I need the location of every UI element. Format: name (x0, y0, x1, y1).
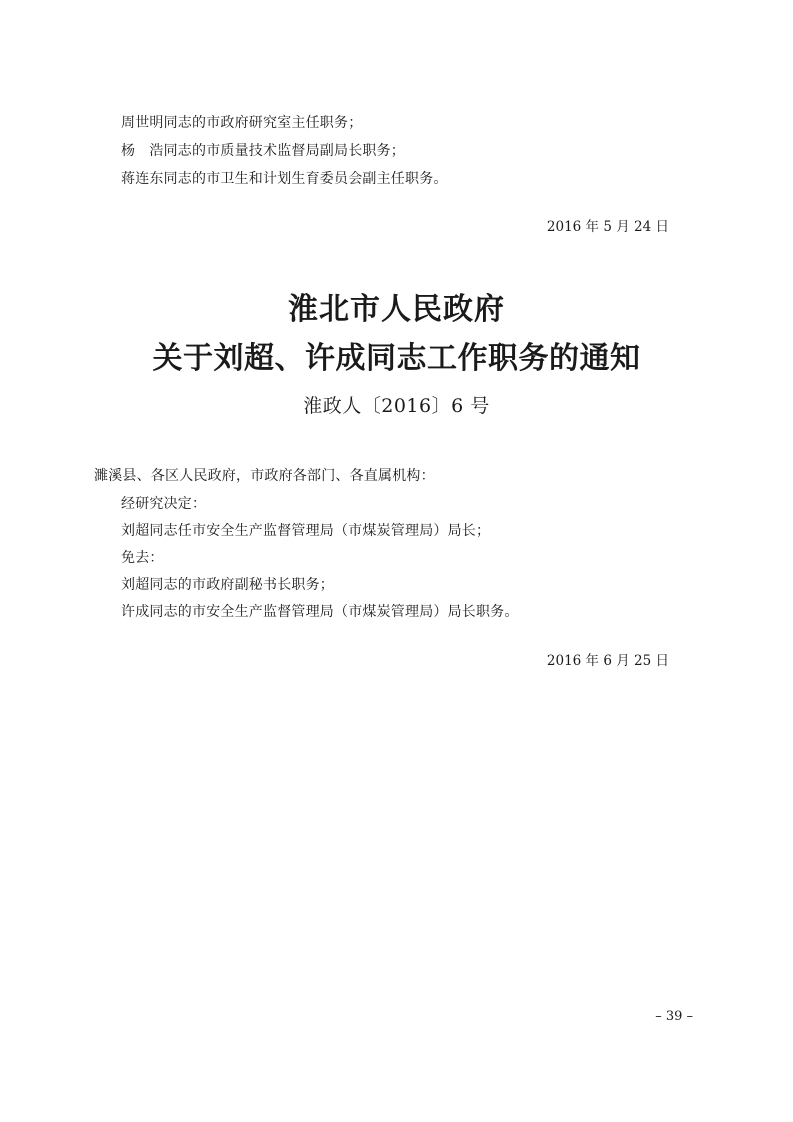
page-number: – 39 – (655, 1009, 693, 1024)
doc-number: 淮政人〔2016〕6 号 (303, 395, 490, 417)
decision-intro: 经研究决定： (121, 496, 207, 512)
notice-date: 2016 年 6 月 25 日 (546, 653, 669, 669)
notice-issuer: 淮北市人民政府 (288, 292, 505, 327)
addressee: 濉溪县、各区人民政府，市政府各部门、各直属机构： (94, 468, 435, 484)
previous-date: 2016 年 5 月 24 日 (546, 219, 669, 235)
previous-item: 周世明同志的市政府研究室主任职务； (121, 115, 363, 131)
appointment: 刘超同志任市安全生产监督管理局（市煤炭管理局）局长； (121, 523, 491, 539)
notice-title: 关于刘超、许成同志工作职务的通知 (152, 341, 641, 376)
removal-item: 许成同志的市安全生产监督管理局（市煤炭管理局）局长职务。 (121, 604, 519, 620)
removal-item: 刘超同志的市政府副秘书长职务； (121, 577, 334, 593)
previous-item: 杨 浩同志的市质量技术监督局副局长职务； (121, 143, 405, 159)
removal-label: 免去： (121, 550, 164, 566)
previous-item: 蒋连东同志的市卫生和计划生育委员会副主任职务。 (121, 171, 448, 187)
